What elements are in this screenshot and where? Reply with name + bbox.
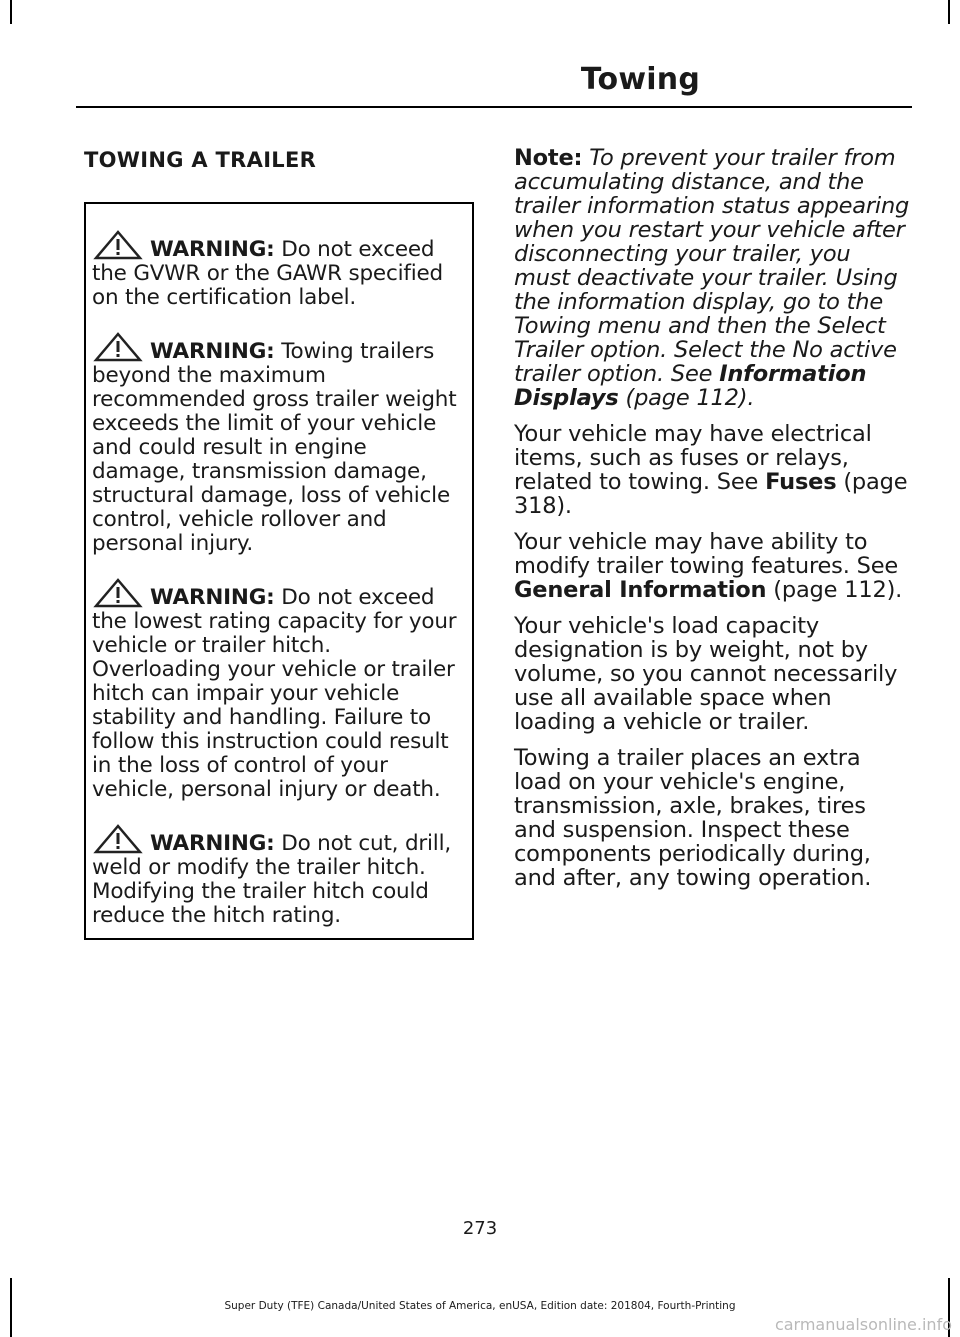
page-number: 273 (462, 1218, 498, 1239)
warning-2 (92, 332, 466, 556)
chapter-title: Towing (580, 62, 700, 97)
note-text: To prevent your trailer from accumulating distance, and the trailer information status appearing when you restart your vehicle after disconnecting your trailer, you must deactivate your trailer. Using the information display, go to the Towing menu and then the Select Trailer option. Select the No active trailer option. See (514, 145, 910, 387)
left-column (84, 148, 474, 940)
paragraph-general-information (514, 530, 910, 602)
page-ref: (page 318). (514, 469, 908, 519)
general-information-link[interactable]: General Information (514, 577, 767, 603)
warning-triangle-icon (92, 332, 144, 362)
section-heading: TOWING A TRAILER (84, 148, 317, 172)
footer-edition: Super Duty (TFE) Canada/United States of America, enUSA, Edition date: 201804, Fourth-Printing (224, 1300, 736, 1312)
warning-text: Towing trailers beyond the maximum recommended gross trailer weight exceeds the limit of your vehicle and could result in engine damage, transmission damage, structural damage, loss of vehicle control, vehicle rollover and personal injury. (92, 339, 457, 556)
note-label: Note: (514, 145, 583, 171)
header-rule (76, 106, 912, 108)
warning-label: WARNING: (150, 831, 275, 856)
warning-label: WARNING: (150, 237, 275, 262)
crop-mark-top-right (948, 0, 950, 24)
warning-triangle-icon (92, 578, 144, 608)
warning-label: WARNING: (150, 585, 275, 610)
warning-3 (92, 578, 466, 802)
note-page-ref: (page 112). (618, 385, 755, 411)
warning-triangle-icon (92, 230, 144, 260)
paragraph-load-capacity: Your vehicle's load capacity designation is by weight, not by volume, so you cannot necessarily use all available space when loading a vehicle or trailer. (514, 613, 898, 735)
paragraph-text: Your vehicle may have electrical items, such as fuses or relays, related to towing. See (514, 421, 872, 495)
warning-triangle-icon (92, 824, 144, 854)
warning-text: Do not cut, drill, weld or modify the trailer hitch. Modifying the trailer hitch could reduce the hitch rating. (92, 831, 451, 928)
page-ref: (page 112). (766, 577, 903, 603)
watermark: carmanualsonline.info (774, 1315, 952, 1334)
warning-1 (92, 230, 466, 310)
right-column (514, 146, 910, 902)
warning-text: Do not exceed the lowest rating capacity for your vehicle or trailer hitch. Overloading your vehicle or trailer hitch can impair your vehicle stability and handling. Failure to follow this instruction could result in the loss of control of your vehicle, personal injury or death. (92, 585, 457, 802)
warnings-box (84, 202, 474, 940)
fuses-link[interactable]: Fuses (765, 469, 837, 495)
warning-text: Do not exceed the GVWR or the GAWR specified on the certification label. (92, 237, 443, 310)
paragraph-fuses (514, 422, 910, 518)
paragraph-text: Your vehicle may have ability to modify trailer towing features. See (514, 529, 898, 579)
crop-mark-top-left (10, 0, 12, 24)
warning-4 (92, 824, 466, 928)
note-paragraph (514, 146, 910, 410)
paragraph-towing-load: Towing a trailer places an extra load on your vehicle's engine, transmission, axle, brakes, tires and suspension. Inspect these components periodically during, and after, any towing operation. (514, 745, 872, 891)
information-displays-link[interactable]: Information Displays (514, 361, 867, 411)
warning-label: WARNING: (150, 339, 275, 364)
